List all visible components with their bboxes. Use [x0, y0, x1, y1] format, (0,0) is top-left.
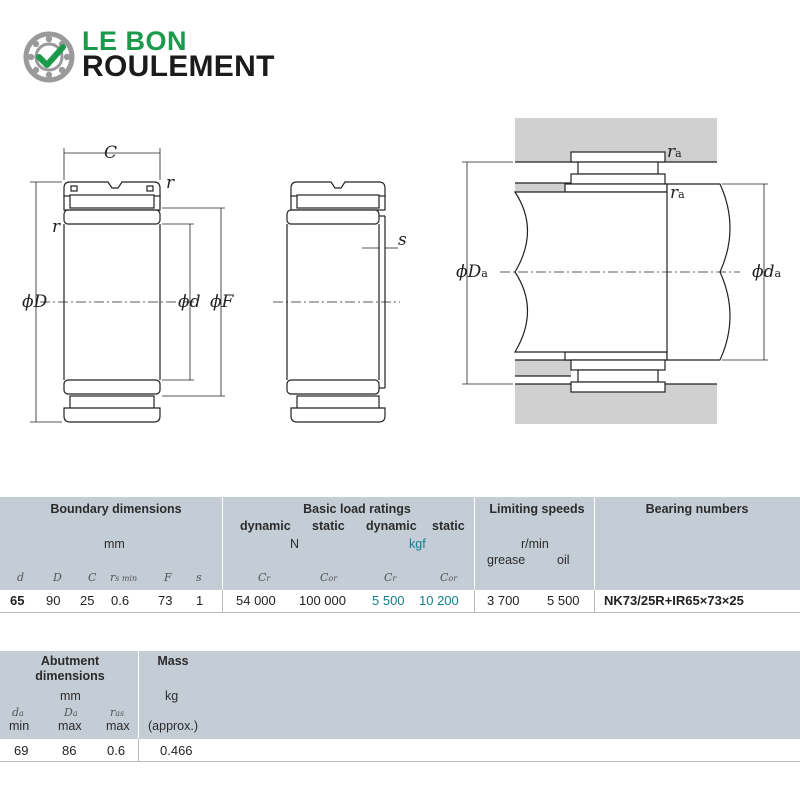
sym-D: D: [53, 571, 62, 584]
abutment-header: Abutment: [40, 654, 100, 668]
sym-Cor-N: Cor: [320, 571, 338, 584]
cell-Cor-N: 100 000: [299, 593, 346, 608]
sym-Cr-kgf: Cr: [384, 571, 397, 584]
oil-label: oil: [557, 553, 570, 567]
brand-logo: [22, 26, 302, 86]
label-max-1: max: [58, 719, 82, 733]
load-dynamic-2: dynamic: [366, 519, 417, 533]
mass-header: Mass: [157, 654, 189, 668]
abutment-header-2: dimensions: [35, 669, 105, 683]
cell-r: 0.6: [111, 593, 130, 608]
logo-line1: LE BON: [82, 26, 188, 56]
sym-F: F: [164, 571, 172, 584]
cell-oil: 5 500: [547, 593, 580, 608]
grease-label: grease: [487, 553, 526, 567]
load-dynamic-1: dynamic: [240, 519, 291, 533]
sym-r: rs min: [110, 571, 138, 584]
cell-da: 69: [14, 743, 29, 758]
cell-Cor-kgf: 10 200: [419, 593, 459, 608]
label-F: ϕF: [210, 292, 234, 312]
bearing-check-icon: [22, 30, 76, 84]
label-s: s: [398, 230, 407, 250]
sym-ras: ras: [110, 706, 125, 719]
sym-s: s: [196, 571, 202, 584]
label-r-left: r: [52, 217, 61, 237]
bearing-numbers-header: Bearing numbers: [645, 502, 749, 516]
label-ra-top: ra: [667, 142, 682, 162]
sym-d: d: [17, 571, 25, 584]
label-C: C: [104, 143, 118, 163]
cell-ras: 0.6: [107, 743, 126, 758]
sym-C: C: [88, 571, 97, 584]
cell-F: 73: [158, 593, 173, 608]
cell-mass: 0.466: [160, 743, 193, 758]
label-da: ϕda: [752, 262, 782, 282]
sym-da: da: [12, 706, 24, 719]
cell-Cr-N: 54 000: [236, 593, 276, 608]
cell-bearing-number: NK73/25R+IR65×73×25: [604, 593, 744, 608]
load-ratings-header: Basic load ratings: [303, 502, 411, 516]
mounting-section-right: [515, 118, 730, 424]
label-max-2: max: [106, 719, 130, 733]
cell-s: 1: [196, 593, 204, 608]
label-approx: (approx.): [148, 719, 199, 733]
cell-D: 90: [46, 593, 61, 608]
unit-rmin: r/min: [521, 537, 549, 551]
bearing-diagram: [0, 110, 800, 430]
logo-line2: ROULEMENT: [82, 50, 275, 83]
label-D: ϕD: [22, 292, 48, 312]
sym-Cr-N: Cr: [258, 571, 271, 584]
load-static-2: static: [432, 519, 465, 533]
unit-mm-2: mm: [60, 689, 81, 703]
label-d: ϕd: [178, 292, 201, 312]
cell-Cr-kgf: 5 500: [372, 593, 405, 608]
unit-kgf: kgf: [409, 537, 426, 551]
cell-Da: 86: [62, 743, 77, 758]
boundary-dimensions-header: Boundary dimensions: [50, 502, 182, 516]
unit-mm: mm: [104, 537, 125, 551]
label-Da: ϕDa: [456, 262, 488, 282]
sym-Da: Da: [64, 706, 78, 719]
limiting-speeds-header: Limiting speeds: [489, 502, 585, 516]
sym-Cor-kgf: Cor: [440, 571, 458, 584]
cell-C: 25: [80, 593, 95, 608]
label-min: min: [9, 719, 30, 733]
unit-kg: kg: [165, 689, 179, 703]
label-ra-mid: ra: [670, 183, 685, 203]
load-static-1: static: [312, 519, 345, 533]
unit-N: N: [290, 537, 300, 551]
cell-d: 65: [10, 593, 25, 608]
cell-grease: 3 700: [487, 593, 520, 608]
label-r-top: r: [166, 173, 175, 193]
